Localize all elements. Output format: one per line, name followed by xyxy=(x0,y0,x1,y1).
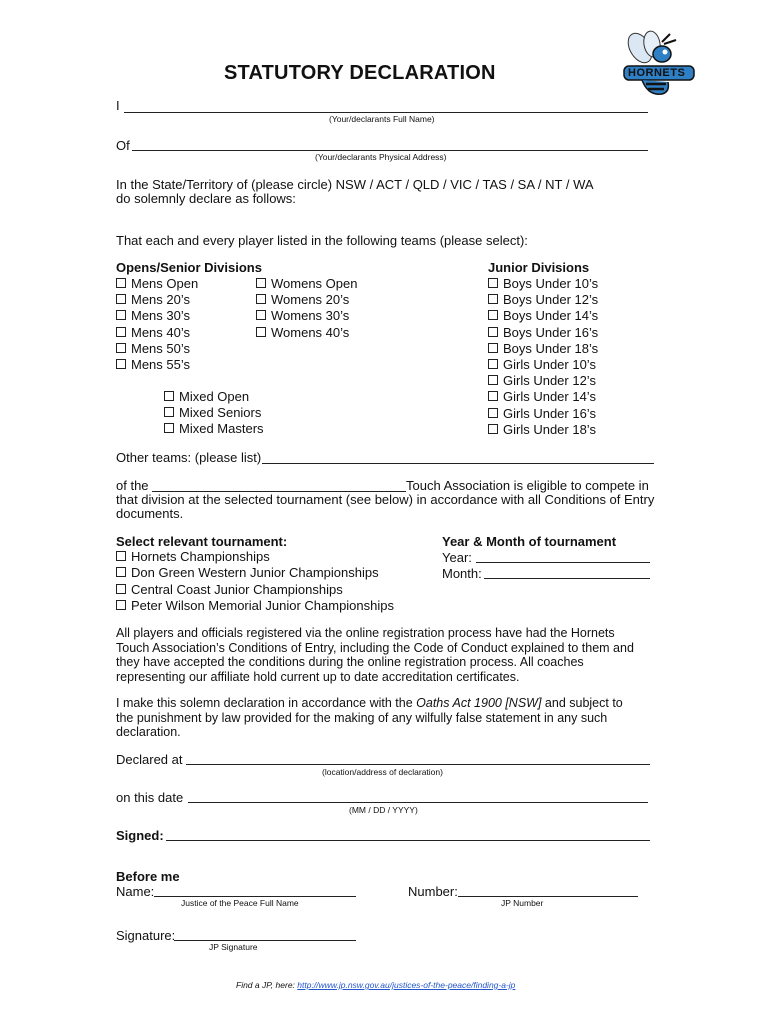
division-text-2: documents. xyxy=(116,506,184,521)
checkbox[interactable] xyxy=(116,327,126,337)
option-boys-u16[interactable]: Boys Under 16’s xyxy=(488,325,598,341)
declared-at-caption: (location/address of declaration) xyxy=(322,767,443,777)
i-label: I xyxy=(116,98,120,113)
option-peter-wilson[interactable]: Peter Wilson Memorial Junior Championships xyxy=(116,598,394,614)
option-womens-20s[interactable]: Womens 20’s xyxy=(256,292,357,308)
name-field[interactable] xyxy=(124,112,648,113)
state-line-1: In the State/Territory of (please circle) NSW / ACT / QLD / VIC / TAS / SA / NT / WA xyxy=(116,177,594,192)
jp-number-label: Number: xyxy=(408,884,458,899)
checkbox[interactable] xyxy=(256,327,266,337)
option-central-coast[interactable]: Central Coast Junior Championships xyxy=(116,582,394,598)
option-mens-20s[interactable]: Mens 20’s xyxy=(116,292,198,308)
option-boys-u10[interactable]: Boys Under 10’s xyxy=(488,276,598,292)
jp-name-field[interactable] xyxy=(154,896,356,897)
tournament-heading: Select relevant tournament: xyxy=(116,534,288,549)
of-label: Of xyxy=(116,138,130,153)
date-caption: (MM / DD / YYYY) xyxy=(349,805,418,815)
opens-col2 xyxy=(256,276,357,341)
option-girls-u12[interactable]: Girls Under 12’s xyxy=(488,373,598,389)
checkbox[interactable] xyxy=(116,600,126,610)
month-label: Month: xyxy=(442,566,482,581)
hornets-logo xyxy=(618,30,698,100)
para2-line: the punishment by law provided for the making of any wilfully false statement in any such xyxy=(116,710,608,725)
address-caption: (Your/declarants Physical Address) xyxy=(315,152,447,162)
checkbox[interactable] xyxy=(488,408,498,418)
para2-text: I make this solemn declaration in accordance with the xyxy=(116,696,417,710)
checkbox[interactable] xyxy=(488,359,498,369)
jp-signature-caption: JP Signature xyxy=(209,942,258,952)
checkbox[interactable] xyxy=(488,424,498,434)
checkbox[interactable] xyxy=(116,567,126,577)
checkbox[interactable] xyxy=(116,294,126,304)
checkbox[interactable] xyxy=(116,584,126,594)
declared-at-label: Declared at xyxy=(116,752,183,767)
option-womens-open[interactable]: Womens Open xyxy=(256,276,357,292)
mixed-col xyxy=(164,389,264,438)
option-mixed-masters[interactable]: Mixed Masters xyxy=(164,421,264,437)
hornet-icon xyxy=(618,30,698,100)
footer-prefix: Find a JP, here: xyxy=(236,980,298,990)
other-teams-field[interactable] xyxy=(262,463,654,464)
year-field[interactable] xyxy=(476,562,650,563)
signed-label: Signed: xyxy=(116,828,164,843)
footer xyxy=(236,980,515,990)
opens-col1 xyxy=(116,276,198,373)
year-label: Year: xyxy=(442,550,472,565)
option-womens-40s[interactable]: Womens 40’s xyxy=(256,325,357,341)
jp-finder-link[interactable]: http://www.jp.nsw.gov.au/justices-of-the-peace/finding-a-jp xyxy=(297,980,516,990)
checkbox[interactable] xyxy=(116,359,126,369)
year-month-heading: Year & Month of tournament xyxy=(442,534,617,549)
checkbox[interactable] xyxy=(116,278,126,288)
option-mixed-seniors[interactable]: Mixed Seniors xyxy=(164,405,264,421)
para1-line: All players and officials registered via the online registration process have had the Hornets xyxy=(116,626,615,640)
checkbox[interactable] xyxy=(164,423,174,433)
junior-col xyxy=(488,276,598,438)
teams-intro: That each and every player listed in the following teams (please select): xyxy=(116,233,528,248)
option-girls-u10[interactable]: Girls Under 10’s xyxy=(488,357,598,373)
option-mens-55s[interactable]: Mens 55’s xyxy=(116,357,198,373)
checkbox[interactable] xyxy=(488,310,498,320)
option-boys-u18[interactable]: Boys Under 18’s xyxy=(488,341,598,357)
jp-signature-label: Signature: xyxy=(116,928,176,943)
checkbox[interactable] xyxy=(488,391,498,401)
touch-assoc-text: Touch Association is eligible to compete in xyxy=(406,478,649,493)
checkbox[interactable] xyxy=(488,375,498,385)
para1-line: representing our affiliate hold current up to date accreditation certificates. xyxy=(116,669,520,684)
date-label: on this date xyxy=(116,790,184,805)
checkbox[interactable] xyxy=(256,310,266,320)
option-girls-u18[interactable]: Girls Under 18’s xyxy=(488,422,598,438)
checkbox[interactable] xyxy=(164,391,174,401)
before-me-heading: Before me xyxy=(116,869,180,884)
jp-signature-field[interactable] xyxy=(174,940,356,941)
date-field[interactable] xyxy=(188,802,648,803)
option-womens-30s[interactable]: Womens 30’s xyxy=(256,308,357,324)
checkbox[interactable] xyxy=(488,294,498,304)
checkbox[interactable] xyxy=(256,278,266,288)
page-title: STATUTORY DECLARATION xyxy=(224,62,496,84)
option-mens-30s[interactable]: Mens 30’s xyxy=(116,308,198,324)
para1-line: they have accepted the conditions during the online registration process. All coaches xyxy=(116,655,584,669)
logo-text: HORNETS xyxy=(628,67,686,79)
state-line-2: do solemnly declare as follows: xyxy=(116,191,296,206)
jp-number-field[interactable] xyxy=(458,896,638,897)
option-hornets-championships[interactable]: Hornets Championships xyxy=(116,549,394,565)
name-caption: (Your/declarants Full Name) xyxy=(329,114,435,124)
checkbox[interactable] xyxy=(488,327,498,337)
checkbox[interactable] xyxy=(488,343,498,353)
option-girls-u14[interactable]: Girls Under 14’s xyxy=(488,389,598,405)
para2-text: and subject to xyxy=(541,696,623,710)
oaths-act: Oaths Act 1900 [NSW] xyxy=(416,696,542,710)
option-boys-u14[interactable]: Boys Under 14’s xyxy=(488,308,598,324)
tournament-list xyxy=(116,549,394,614)
declared-at-field[interactable] xyxy=(186,764,650,765)
month-field[interactable] xyxy=(484,578,650,579)
option-girls-u16[interactable]: Girls Under 16’s xyxy=(488,406,598,422)
jp-name-caption: Justice of the Peace Full Name xyxy=(181,898,299,908)
junior-heading: Junior Divisions xyxy=(488,260,590,275)
jp-name-label: Name: xyxy=(116,884,155,899)
checkbox[interactable] xyxy=(116,551,126,561)
option-mens-open[interactable]: Mens Open xyxy=(116,276,198,292)
para2-line: declaration. xyxy=(116,725,181,739)
division-text-1: that division at the selected tournament (see below) in accordance with all Conditions of Entry xyxy=(116,492,655,507)
para1-line: Touch Association’s Conditions of Entry, including the Code of Conduct explained to them and xyxy=(116,640,634,655)
checkbox[interactable] xyxy=(488,278,498,288)
checkbox[interactable] xyxy=(164,407,174,417)
signed-field[interactable] xyxy=(166,840,650,841)
option-mens-40s[interactable]: Mens 40’s xyxy=(116,325,198,341)
declaration-paragraph xyxy=(116,696,623,740)
jp-number-caption: JP Number xyxy=(501,898,544,908)
of-the-label: of the xyxy=(116,478,149,493)
other-teams-label: Other teams: (please list) xyxy=(116,450,262,465)
checkbox[interactable] xyxy=(116,343,126,353)
checkbox[interactable] xyxy=(256,294,266,304)
option-mixed-open[interactable]: Mixed Open xyxy=(164,389,264,405)
address-field[interactable] xyxy=(132,150,648,151)
checkbox[interactable] xyxy=(116,310,126,320)
opens-heading: Opens/Senior Divisions xyxy=(116,260,262,275)
registration-paragraph xyxy=(116,626,634,684)
option-don-green[interactable]: Don Green Western Junior Championships xyxy=(116,565,394,581)
option-mens-50s[interactable]: Mens 50’s xyxy=(116,341,198,357)
option-boys-u12[interactable]: Boys Under 12’s xyxy=(488,292,598,308)
